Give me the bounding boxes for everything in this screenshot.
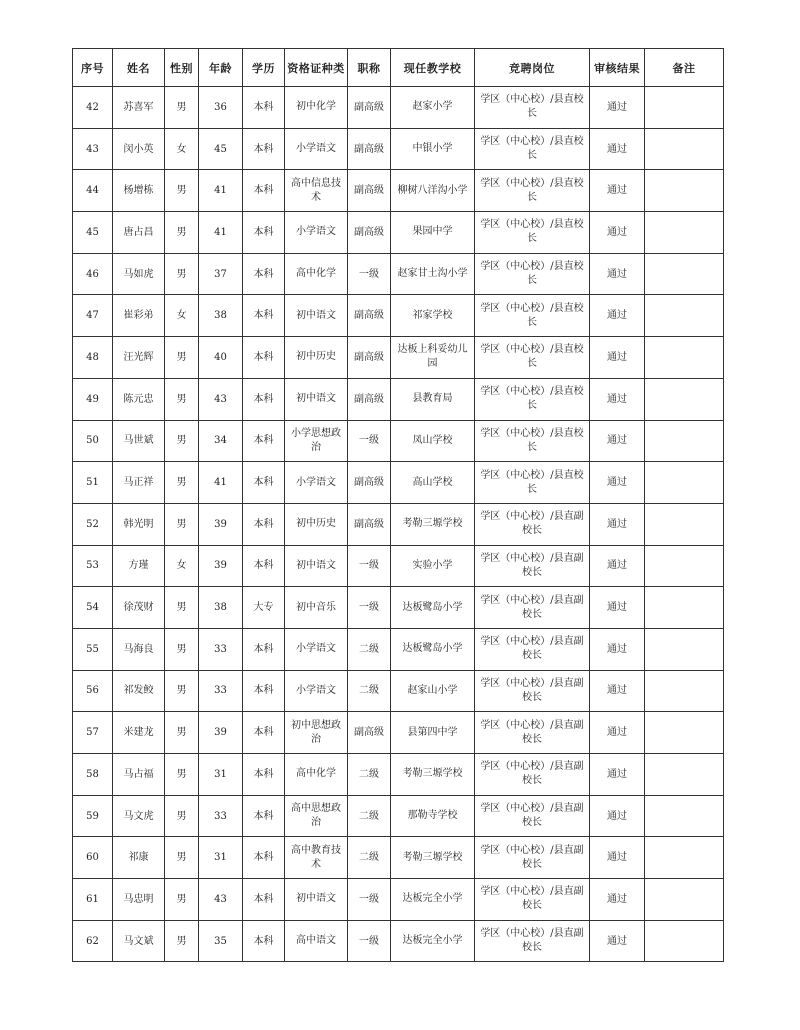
column-header-gender: 性别 — [165, 49, 199, 87]
cell-position: 学区（中心校）/县直副校长 — [475, 754, 590, 796]
cell-result: 通过 — [590, 87, 645, 129]
column-header-name: 姓名 — [113, 49, 165, 87]
cell-age: 31 — [199, 754, 243, 796]
cell-gender: 男 — [165, 337, 199, 379]
cell-index: 62 — [73, 920, 113, 962]
cell-gender: 女 — [165, 295, 199, 337]
cell-result: 通过 — [590, 879, 645, 921]
cell-age: 41 — [199, 212, 243, 254]
cell-title: 一级 — [348, 879, 391, 921]
cell-index: 46 — [73, 253, 113, 295]
cell-school: 中银小学 — [391, 128, 475, 170]
cell-position: 学区（中心校）/县直校长 — [475, 337, 590, 379]
cell-index: 60 — [73, 837, 113, 879]
table-body — [73, 87, 724, 962]
cell-result: 通过 — [590, 795, 645, 837]
cell-certificate: 初中历史 — [285, 337, 348, 379]
cell-name: 唐占昌 — [113, 212, 165, 254]
cell-certificate: 初中语文 — [285, 879, 348, 921]
column-header-school: 现任教学校 — [391, 49, 475, 87]
cell-name: 徐茂财 — [113, 587, 165, 629]
column-header-remarks: 备注 — [645, 49, 724, 87]
cell-result: 通过 — [590, 295, 645, 337]
cell-certificate: 初中化学 — [285, 87, 348, 129]
cell-age: 35 — [199, 920, 243, 962]
cell-name: 祁发鲛 — [113, 670, 165, 712]
cell-gender: 男 — [165, 628, 199, 670]
cell-title: 副高级 — [348, 712, 391, 754]
table-row — [73, 795, 724, 837]
cell-remarks — [645, 87, 724, 129]
cell-remarks — [645, 378, 724, 420]
cell-result: 通过 — [590, 754, 645, 796]
cell-age: 39 — [199, 503, 243, 545]
cell-result: 通过 — [590, 920, 645, 962]
cell-index: 42 — [73, 87, 113, 129]
table-row — [73, 170, 724, 212]
cell-remarks — [645, 420, 724, 462]
cell-name: 杨增栋 — [113, 170, 165, 212]
cell-result: 通过 — [590, 503, 645, 545]
cell-title: 一级 — [348, 920, 391, 962]
cell-school: 考勒三塬学校 — [391, 754, 475, 796]
cell-result: 通过 — [590, 170, 645, 212]
cell-age: 39 — [199, 545, 243, 587]
table-row — [73, 128, 724, 170]
cell-certificate: 初中语文 — [285, 378, 348, 420]
cell-age: 34 — [199, 420, 243, 462]
cell-index: 61 — [73, 879, 113, 921]
cell-result: 通过 — [590, 837, 645, 879]
cell-age: 40 — [199, 337, 243, 379]
cell-result: 通过 — [590, 337, 645, 379]
column-header-certificate: 资格证种类 — [285, 49, 348, 87]
cell-result: 通过 — [590, 462, 645, 504]
cell-education: 本科 — [243, 670, 285, 712]
cell-result: 通过 — [590, 128, 645, 170]
cell-education: 本科 — [243, 87, 285, 129]
cell-certificate: 初中音乐 — [285, 587, 348, 629]
cell-school: 考勒三塬学校 — [391, 837, 475, 879]
cell-name: 崔彩弟 — [113, 295, 165, 337]
cell-age: 43 — [199, 378, 243, 420]
cell-remarks — [645, 628, 724, 670]
cell-index: 48 — [73, 337, 113, 379]
cell-school: 高山学校 — [391, 462, 475, 504]
cell-certificate: 高中信息技术 — [285, 170, 348, 212]
cell-school: 达板鹭岛小学 — [391, 628, 475, 670]
cell-result: 通过 — [590, 253, 645, 295]
cell-index: 54 — [73, 587, 113, 629]
table-row — [73, 253, 724, 295]
cell-position: 学区（中心校）/县直副校长 — [475, 670, 590, 712]
cell-education: 本科 — [243, 879, 285, 921]
cell-remarks — [645, 712, 724, 754]
cell-gender: 男 — [165, 712, 199, 754]
cell-title: 二级 — [348, 754, 391, 796]
table-row — [73, 462, 724, 504]
cell-age: 33 — [199, 670, 243, 712]
cell-age: 37 — [199, 253, 243, 295]
cell-position: 学区（中心校）/县直校长 — [475, 462, 590, 504]
column-header-position: 竞聘岗位 — [475, 49, 590, 87]
column-header-education: 学历 — [243, 49, 285, 87]
cell-gender: 男 — [165, 462, 199, 504]
cell-education: 本科 — [243, 378, 285, 420]
cell-school: 祁家学校 — [391, 295, 475, 337]
cell-index: 58 — [73, 754, 113, 796]
cell-school: 考勒三塬学校 — [391, 503, 475, 545]
table-row — [73, 920, 724, 962]
cell-remarks — [645, 587, 724, 629]
cell-gender: 男 — [165, 378, 199, 420]
cell-school: 达板完全小学 — [391, 920, 475, 962]
cell-title: 二级 — [348, 795, 391, 837]
cell-school: 县第四中学 — [391, 712, 475, 754]
applicant-table — [72, 48, 724, 962]
cell-age: 33 — [199, 795, 243, 837]
cell-name: 汪光辉 — [113, 337, 165, 379]
cell-title: 一级 — [348, 545, 391, 587]
cell-position: 学区（中心校）/县直校长 — [475, 170, 590, 212]
cell-remarks — [645, 837, 724, 879]
cell-education: 本科 — [243, 628, 285, 670]
cell-gender: 女 — [165, 545, 199, 587]
cell-position: 学区（中心校）/县直副校长 — [475, 712, 590, 754]
cell-remarks — [645, 462, 724, 504]
cell-certificate: 小学语文 — [285, 628, 348, 670]
cell-result: 通过 — [590, 212, 645, 254]
cell-index: 59 — [73, 795, 113, 837]
column-header-index: 序号 — [73, 49, 113, 87]
cell-gender: 男 — [165, 837, 199, 879]
cell-name: 马文斌 — [113, 920, 165, 962]
cell-name: 马占福 — [113, 754, 165, 796]
cell-index: 53 — [73, 545, 113, 587]
cell-remarks — [645, 337, 724, 379]
cell-index: 47 — [73, 295, 113, 337]
cell-gender: 男 — [165, 587, 199, 629]
cell-remarks — [645, 754, 724, 796]
cell-school: 那勒寺学校 — [391, 795, 475, 837]
cell-index: 43 — [73, 128, 113, 170]
cell-position: 学区（中心校）/县直校长 — [475, 295, 590, 337]
cell-certificate: 小学思想政治 — [285, 420, 348, 462]
table-row — [73, 712, 724, 754]
cell-name: 马文虎 — [113, 795, 165, 837]
cell-gender: 男 — [165, 670, 199, 712]
cell-age: 45 — [199, 128, 243, 170]
cell-gender: 男 — [165, 420, 199, 462]
table-row — [73, 87, 724, 129]
cell-education: 本科 — [243, 503, 285, 545]
cell-gender: 男 — [165, 503, 199, 545]
cell-certificate: 小学语文 — [285, 212, 348, 254]
cell-result: 通过 — [590, 587, 645, 629]
cell-result: 通过 — [590, 545, 645, 587]
cell-education: 本科 — [243, 337, 285, 379]
cell-education: 本科 — [243, 795, 285, 837]
cell-title: 副高级 — [348, 212, 391, 254]
table-row — [73, 754, 724, 796]
cell-education: 大专 — [243, 587, 285, 629]
cell-age: 43 — [199, 879, 243, 921]
cell-title: 副高级 — [348, 337, 391, 379]
cell-index: 51 — [73, 462, 113, 504]
cell-index: 45 — [73, 212, 113, 254]
cell-title: 一级 — [348, 420, 391, 462]
cell-gender: 男 — [165, 879, 199, 921]
applicant-review-sheet — [72, 48, 723, 962]
cell-certificate: 初中语文 — [285, 295, 348, 337]
cell-education: 本科 — [243, 420, 285, 462]
table-row — [73, 503, 724, 545]
cell-result: 通过 — [590, 420, 645, 462]
cell-name: 马如虎 — [113, 253, 165, 295]
cell-remarks — [645, 670, 724, 712]
cell-certificate: 高中语文 — [285, 920, 348, 962]
column-header-title: 职称 — [348, 49, 391, 87]
cell-index: 49 — [73, 378, 113, 420]
cell-position: 学区（中心校）/县直校长 — [475, 253, 590, 295]
cell-index: 56 — [73, 670, 113, 712]
table-row — [73, 337, 724, 379]
cell-certificate: 高中思想政治 — [285, 795, 348, 837]
cell-title: 二级 — [348, 628, 391, 670]
cell-name: 陈元忠 — [113, 378, 165, 420]
table-row — [73, 212, 724, 254]
cell-gender: 男 — [165, 754, 199, 796]
cell-title: 副高级 — [348, 87, 391, 129]
cell-education: 本科 — [243, 212, 285, 254]
cell-certificate: 初中思想政治 — [285, 712, 348, 754]
cell-name: 祁康 — [113, 837, 165, 879]
cell-result: 通过 — [590, 670, 645, 712]
cell-position: 学区（中心校）/县直副校长 — [475, 795, 590, 837]
cell-title: 副高级 — [348, 462, 391, 504]
cell-school: 赵家甘土沟小学 — [391, 253, 475, 295]
cell-gender: 男 — [165, 170, 199, 212]
cell-education: 本科 — [243, 754, 285, 796]
cell-title: 副高级 — [348, 378, 391, 420]
table-row — [73, 837, 724, 879]
cell-age: 41 — [199, 462, 243, 504]
cell-education: 本科 — [243, 253, 285, 295]
cell-index: 50 — [73, 420, 113, 462]
cell-certificate: 初中历史 — [285, 503, 348, 545]
cell-education: 本科 — [243, 712, 285, 754]
cell-remarks — [645, 503, 724, 545]
cell-certificate: 小学语文 — [285, 462, 348, 504]
cell-school: 赵家山小学 — [391, 670, 475, 712]
cell-remarks — [645, 170, 724, 212]
table-row — [73, 420, 724, 462]
cell-title: 一级 — [348, 587, 391, 629]
cell-title: 二级 — [348, 670, 391, 712]
cell-age: 36 — [199, 87, 243, 129]
cell-age: 39 — [199, 712, 243, 754]
cell-position: 学区（中心校）/县直校长 — [475, 378, 590, 420]
cell-certificate: 高中化学 — [285, 253, 348, 295]
cell-gender: 男 — [165, 920, 199, 962]
cell-title: 副高级 — [348, 128, 391, 170]
cell-remarks — [645, 253, 724, 295]
cell-education: 本科 — [243, 837, 285, 879]
cell-name: 米建龙 — [113, 712, 165, 754]
cell-position: 学区（中心校）/县直副校长 — [475, 920, 590, 962]
cell-name: 马海良 — [113, 628, 165, 670]
cell-position: 学区（中心校）/县直校长 — [475, 212, 590, 254]
cell-education: 本科 — [243, 545, 285, 587]
cell-school: 柳树八洋沟小学 — [391, 170, 475, 212]
cell-age: 41 — [199, 170, 243, 212]
table-row — [73, 295, 724, 337]
cell-position: 学区（中心校）/县直副校长 — [475, 879, 590, 921]
cell-education: 本科 — [243, 170, 285, 212]
cell-result: 通过 — [590, 712, 645, 754]
cell-certificate: 高中教育技术 — [285, 837, 348, 879]
cell-remarks — [645, 795, 724, 837]
table-row — [73, 670, 724, 712]
cell-remarks — [645, 879, 724, 921]
cell-position: 学区（中心校）/县直校长 — [475, 87, 590, 129]
table-row — [73, 378, 724, 420]
cell-name: 闵小英 — [113, 128, 165, 170]
cell-result: 通过 — [590, 378, 645, 420]
cell-position: 学区（中心校）/县直副校长 — [475, 587, 590, 629]
cell-education: 本科 — [243, 128, 285, 170]
cell-age: 33 — [199, 628, 243, 670]
cell-remarks — [645, 545, 724, 587]
cell-education: 本科 — [243, 295, 285, 337]
cell-position: 学区（中心校）/县直副校长 — [475, 545, 590, 587]
cell-school: 达板上科妥幼儿园 — [391, 337, 475, 379]
cell-name: 马正祥 — [113, 462, 165, 504]
cell-name: 马忠明 — [113, 879, 165, 921]
cell-remarks — [645, 920, 724, 962]
cell-index: 52 — [73, 503, 113, 545]
cell-remarks — [645, 128, 724, 170]
cell-certificate: 高中化学 — [285, 754, 348, 796]
cell-title: 一级 — [348, 253, 391, 295]
cell-title: 二级 — [348, 837, 391, 879]
cell-age: 38 — [199, 295, 243, 337]
cell-certificate: 小学语文 — [285, 670, 348, 712]
cell-school: 赵家小学 — [391, 87, 475, 129]
cell-age: 31 — [199, 837, 243, 879]
cell-school: 达板完全小学 — [391, 879, 475, 921]
cell-remarks — [645, 212, 724, 254]
cell-name: 苏喜军 — [113, 87, 165, 129]
table-row — [73, 879, 724, 921]
cell-certificate: 初中语文 — [285, 545, 348, 587]
cell-gender: 女 — [165, 128, 199, 170]
cell-position: 学区（中心校）/县直副校长 — [475, 628, 590, 670]
cell-position: 学区（中心校）/县直副校长 — [475, 837, 590, 879]
cell-gender: 男 — [165, 87, 199, 129]
cell-school: 果园中学 — [391, 212, 475, 254]
column-header-age: 年龄 — [199, 49, 243, 87]
cell-index: 55 — [73, 628, 113, 670]
table-row — [73, 587, 724, 629]
cell-title: 副高级 — [348, 503, 391, 545]
cell-school: 达板鹭岛小学 — [391, 587, 475, 629]
cell-school: 县教育局 — [391, 378, 475, 420]
cell-index: 57 — [73, 712, 113, 754]
table-row — [73, 628, 724, 670]
column-header-result: 审核结果 — [590, 49, 645, 87]
cell-title: 副高级 — [348, 170, 391, 212]
cell-education: 本科 — [243, 462, 285, 504]
cell-position: 学区（中心校）/县直校长 — [475, 420, 590, 462]
cell-education: 本科 — [243, 920, 285, 962]
cell-gender: 男 — [165, 212, 199, 254]
cell-name: 韩光明 — [113, 503, 165, 545]
cell-gender: 男 — [165, 253, 199, 295]
cell-certificate: 小学语文 — [285, 128, 348, 170]
cell-title: 副高级 — [348, 295, 391, 337]
table-header-row — [73, 49, 724, 87]
cell-index: 44 — [73, 170, 113, 212]
cell-name: 方瑾 — [113, 545, 165, 587]
cell-name: 马世斌 — [113, 420, 165, 462]
cell-position: 学区（中心校）/县直副校长 — [475, 503, 590, 545]
cell-school: 凤山学校 — [391, 420, 475, 462]
cell-remarks — [645, 295, 724, 337]
table-row — [73, 545, 724, 587]
cell-result: 通过 — [590, 628, 645, 670]
cell-position: 学区（中心校）/县直校长 — [475, 128, 590, 170]
cell-gender: 男 — [165, 795, 199, 837]
cell-school: 实验小学 — [391, 545, 475, 587]
cell-age: 38 — [199, 587, 243, 629]
